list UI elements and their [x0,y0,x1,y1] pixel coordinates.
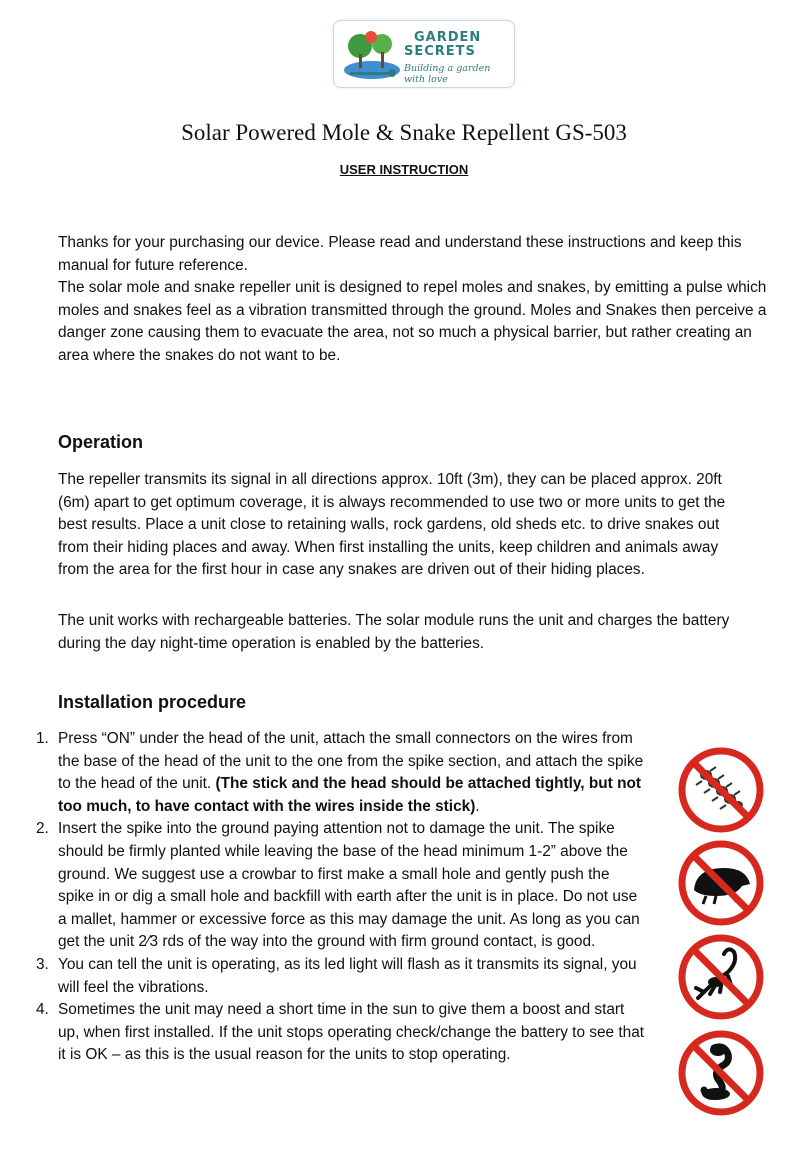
installation-step [36,954,648,999]
no-snake-icon [676,1028,766,1118]
installation-step [36,728,648,818]
garden-logo-icon [340,26,404,82]
logo-brand-line2: SECRETS [404,44,476,59]
intro-paragraph-1: Thanks for your purchasing our device. Please read and understand these instructions and keep this manual for future reference. [58,234,742,274]
installation-steps [36,728,648,1067]
document-subtitle: USER INSTRUCTION [339,162,469,177]
logo-tagline: Building a garden with love [404,63,491,85]
garden-secrets-logo [333,20,515,88]
operation-paragraph-2: The unit works with rechargeable batteries. The solar module runs the unit and charges the battery during the day night-time operation is enabled by the batteries. [58,612,730,652]
step-text: Sometimes the unit may need a short time in the sun to give them a boost and start up, when first installed. If the unit stops operating check/change the battery to see that it is OK – as this is the usual reason for the units to stop operating. [58,1001,645,1064]
logo-brand-line1: GARDEN [414,30,482,45]
step-number: 2. [36,820,49,838]
document-title: Solar Powered Mole & Snake Repellent GS-503 [181,120,627,145]
no-mole-icon [676,838,766,928]
step-bold-note: (The stick and the head should be attached tightly, but not too much, to have contact with the wires inside the stick) [58,775,641,815]
installation-step [36,818,648,954]
step-text: Insert the spike into the ground paying attention not to damage the unit. The spike should be firmly planted while leaving the base of the head minimum 1-2” above the ground. We suggest use a crowbar to first make a small hole and gently push the spike in or dig a small hole and backfill with earth after the unit is in place. Do not use a mallet, hammer or excessive force as this may damage the unit. As long as you can get the unit 2⁄3 rds of the way into the ground with firm ground contact, is good. [58,820,640,951]
no-scorpion-icon [676,932,766,1022]
step-number: 1. [36,730,49,747]
operation-heading: Operation [58,432,144,452]
no-centipede-icon [676,745,766,835]
operation-paragraph-1: The repeller transmits its signal in all directions approx. 10ft (3m), they can be placed approx. 20ft (6m) apart to get optimum coverage, it is always recommended to use two or more units to get the best results. Place a unit close to retaining walls, rock gardens, old sheds etc. to drive snakes out from their hiding places and away. When first installing the units, keep children and animals away from the area for the first hour in case any snakes are driven out of their hiding places. [58,471,726,579]
step-number: 3. [36,955,49,973]
intro-paragraph-2: The solar mole and snake repeller unit is designed to repel moles and snakes, by emitting a pulse which moles and snakes feel as a vibration transmitted through the ground. Moles and Snakes then perceive a danger zone causing them to evacuate the area, not so much a physical barrier, but rather creating an area where the snakes do not want to be. [58,279,767,364]
step-text: Press “ON” under the head of the unit, attach the small connectors on the wires from the base of the head of the unit to the one from the spike section, and attach the spike to the head of the unit. [58,730,644,793]
step-text: You can tell the unit is operating, as its led light will flash as it transmits its signal, you will feel the vibrations. [58,955,637,996]
installation-heading: Installation procedure [58,692,247,712]
installation-step [36,999,648,1067]
step-tail: . [475,797,480,815]
step-number: 4. [36,1001,49,1019]
